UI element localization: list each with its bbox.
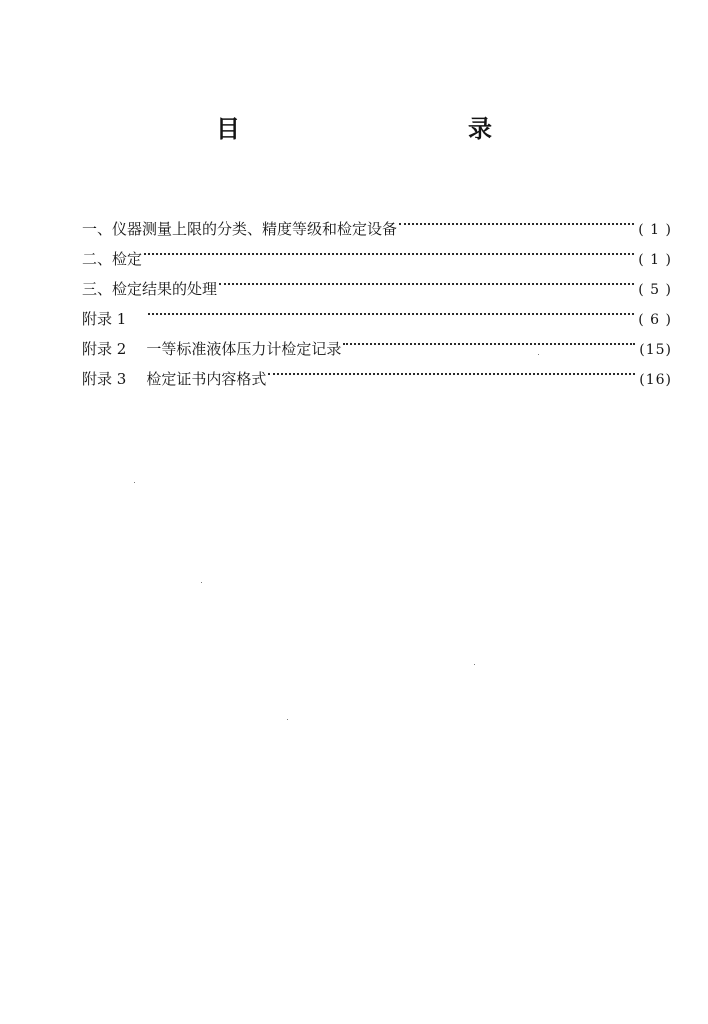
scan-speck [474,664,475,665]
toc-page-number: ( 1 ) [638,222,672,238]
scan-speck [538,354,539,355]
toc-page-number: ( 1 ) [638,252,672,268]
page-title: 目 录 [216,114,552,143]
toc-page-number: ( 6 ) [638,312,672,328]
toc-page-number: ( 5 ) [638,282,672,298]
scan-speck [134,482,135,483]
toc-dot-leader [399,204,634,234]
toc-entry-title: 二、检定 [82,250,143,268]
toc-entry-title: 检定证书内容格式 [146,370,267,388]
toc-dot-leader [219,264,634,294]
toc-entry-title: 一、仪器测量上限的分类、精度等级和检定设备 [82,220,398,238]
scan-speck [287,719,288,720]
toc-entry-title: 三、检定结果的处理 [82,280,218,298]
toc-entry-title: 一等标准液体压力计检定记录 [146,340,342,358]
toc-entry[interactable] [82,294,672,328]
toc-entry[interactable] [82,234,672,268]
toc-page-number: (16) [639,372,672,388]
toc-dot-leader [268,354,635,384]
toc-dot-leader [144,234,634,264]
toc-dot-leader [148,294,634,324]
toc-entry[interactable] [82,264,672,298]
toc-entry[interactable] [82,324,672,358]
toc-entry-label: 附录 3 [82,370,127,388]
toc-page-number: (15) [639,342,672,358]
toc-entry[interactable] [82,204,672,238]
scan-speck [201,582,202,583]
toc-entry-label: 附录 1 [82,310,127,328]
toc-dot-leader [343,324,635,354]
table-of-contents [82,204,672,388]
toc-entry-label: 附录 2 [82,340,127,358]
